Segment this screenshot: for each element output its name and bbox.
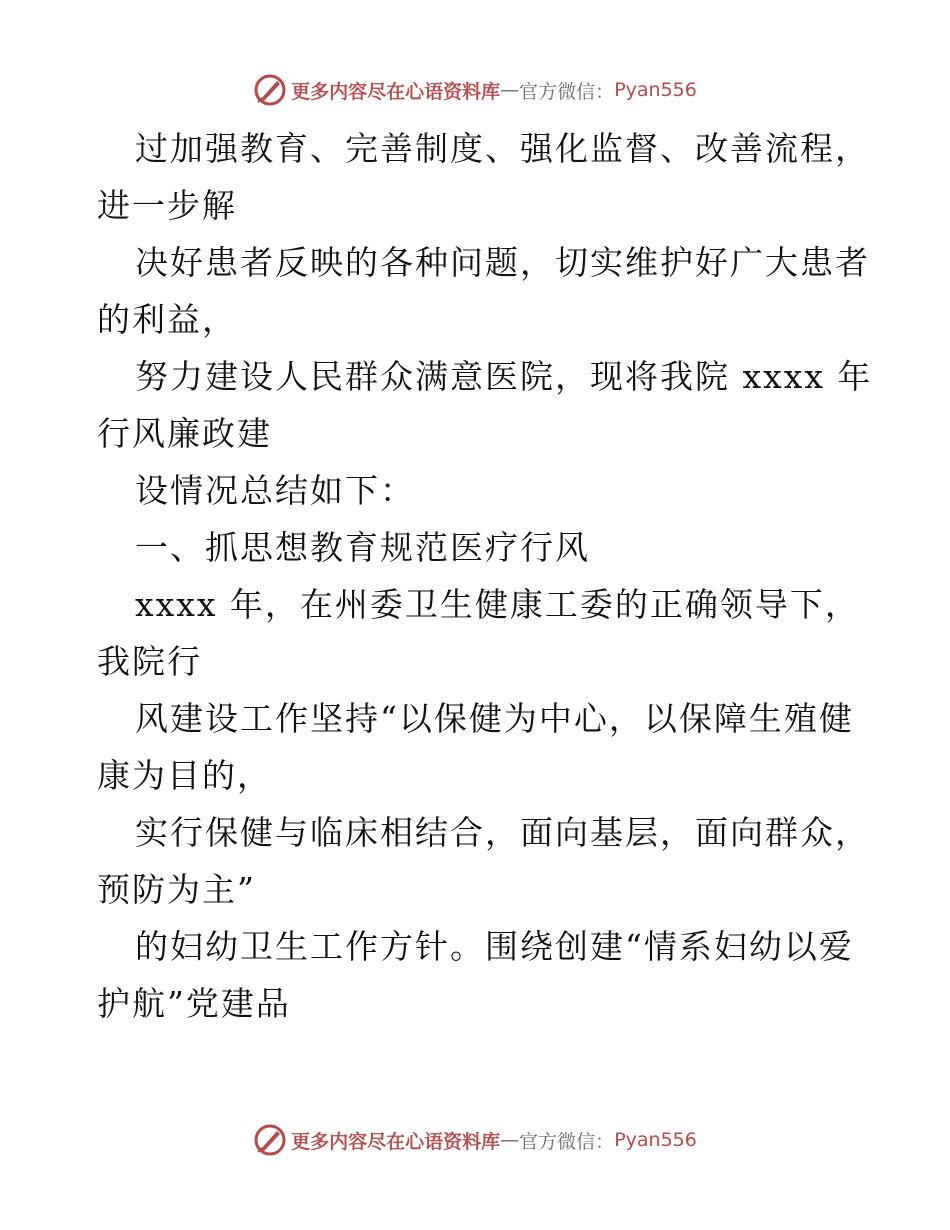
footer-banner: [0, 1120, 950, 1160]
quill-pen-logo-icon: [253, 1123, 287, 1157]
banner-site-text: 更多内容尽在心语资料库: [291, 1130, 501, 1153]
banner-wechat-id: Pyan556: [614, 1129, 697, 1151]
banner-dash: —: [500, 1129, 520, 1151]
text-line: 康为目的，: [97, 756, 272, 795]
text-line: 行风廉政建: [97, 414, 272, 453]
banner-wechat-label: 官方微信：: [519, 80, 615, 103]
banner-site-text: 更多内容尽在心语资料库: [291, 80, 501, 103]
text-line: 设情况总结如下：: [135, 471, 415, 510]
banner-wechat-label: 官方微信：: [519, 1130, 615, 1153]
section-heading: 一、抓思想教育规范医疗行风: [135, 528, 590, 567]
text-line: 护航”党建品: [97, 984, 291, 1023]
text-line: 风建设工作坚持“以保健为中心，以保障生殖健: [135, 699, 854, 738]
text-line: 实行保健与临床相结合，面向基层，面向群众，: [135, 813, 870, 852]
header-banner: [0, 70, 950, 110]
document-body: [97, 120, 873, 1032]
text-line: 我院行: [97, 642, 202, 681]
quill-pen-logo-icon: [253, 73, 287, 107]
text-line: 努力建设人民群众满意医院，现将我院 xxxx 年: [135, 357, 873, 396]
text-line: 进一步解: [97, 186, 237, 225]
text-line: 预防为主”: [97, 870, 256, 909]
text-line: 决好患者反映的各种问题，切实维护好广大患者: [135, 243, 870, 282]
banner-dash: —: [500, 79, 520, 101]
text-line: xxxx 年，在州委卫生健康工委的正确领导下，: [135, 585, 860, 624]
text-line: 过加强教育、完善制度、强化监督、改善流程，: [135, 129, 870, 168]
banner-wechat-id: Pyan556: [614, 79, 697, 101]
text-line: 的利益，: [97, 300, 237, 339]
text-line: 的妇幼卫生工作方针。围绕创建“情系妇幼以爱: [135, 927, 854, 966]
